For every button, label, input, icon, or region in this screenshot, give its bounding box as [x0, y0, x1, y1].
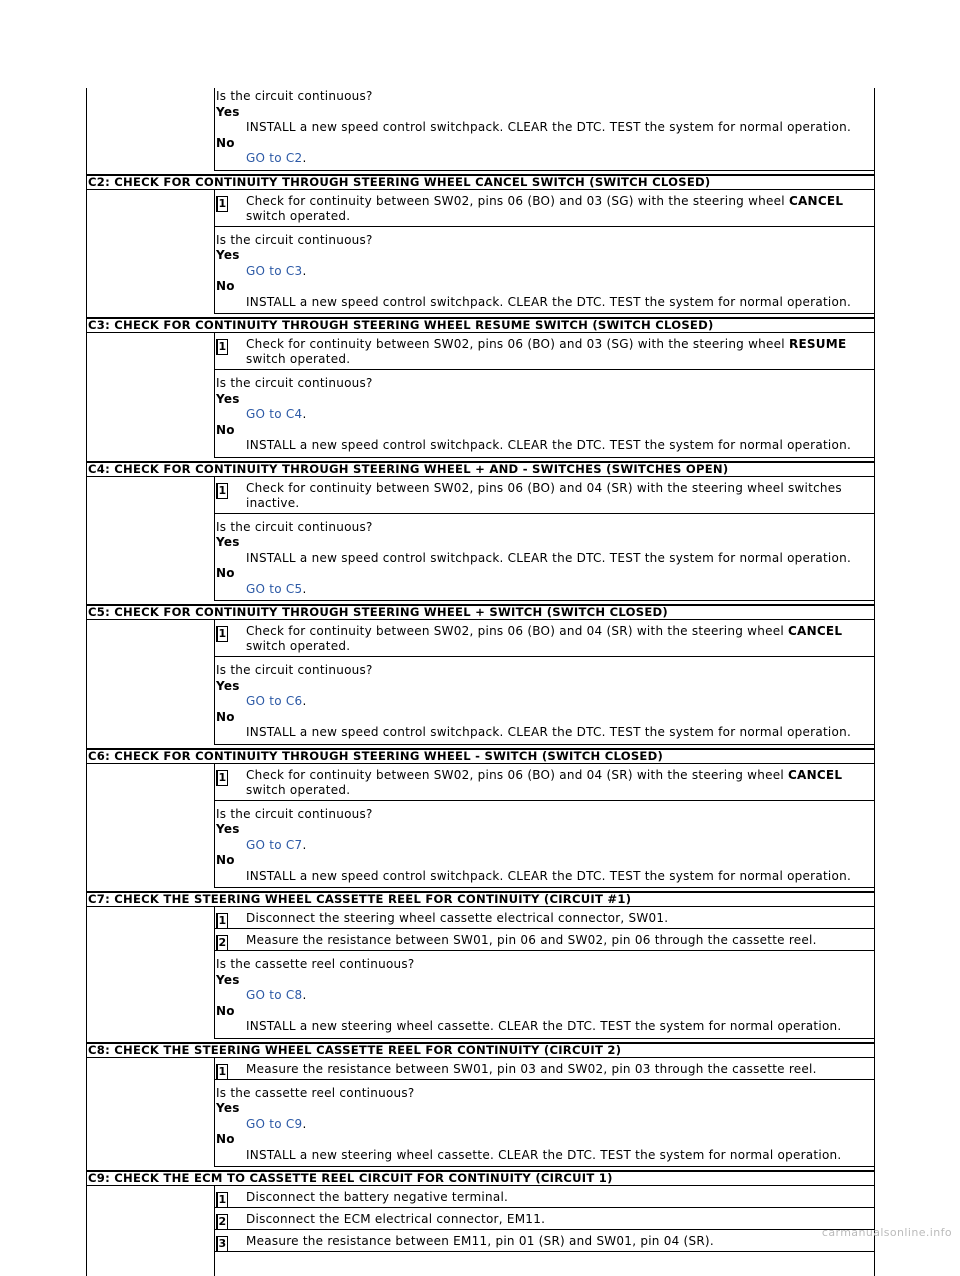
no-label: No: [216, 710, 866, 726]
action-step: [215, 622, 874, 657]
step-title: C8: CHECK THE STEERING WHEEL CASSETTE REEL FOR CONTINUITY (CIRCUIT 2): [87, 1042, 874, 1058]
yes-label: Yes: [216, 105, 866, 121]
step-body: [87, 764, 874, 889]
no-label: No: [216, 853, 866, 869]
step-number-badge: 1: [216, 913, 228, 929]
action-step: [215, 931, 874, 951]
no-label: No: [216, 1004, 866, 1020]
step-body: [87, 477, 874, 602]
question-text: Is the circuit continuous?: [216, 233, 866, 249]
action-text: Check for continuity between SW02, pins 06 (BO) and 04 (SR) with the steering wheel: [246, 768, 788, 782]
action-step: [215, 1060, 874, 1080]
action-text-tail: switch operated.: [246, 639, 350, 653]
question-text: Is the cassette reel continuous?: [216, 957, 866, 973]
step-number-badge: 2: [216, 935, 228, 951]
action-step: [215, 909, 874, 929]
step-number-badge: 1: [216, 1192, 228, 1208]
action-text: Check for continuity between SW02, pins 06 (BO) and 04 (SR) with the steering wheel: [246, 624, 788, 638]
step-body: [87, 620, 874, 745]
question-block: Is the circuit continuous? Yes GO to C6. No INSTALL a new speed control switchpack. CLEAR the DTC. TEST the system for normal operation.: [215, 658, 874, 745]
step-title: C6: CHECK FOR CONTINUITY THROUGH STEERING WHEEL - SWITCH (SWITCH CLOSED): [87, 748, 874, 764]
question-block: Is the circuit continuous? Yes GO to C4. No INSTALL a new speed control switchpack. CLEAR the DTC. TEST the system for normal operation.: [215, 371, 874, 458]
action-step: [215, 766, 874, 801]
step-title: C2: CHECK FOR CONTINUITY THROUGH STEERING WHEEL CANCEL SWITCH (SWITCH CLOSED): [87, 174, 874, 190]
yes-answer: INSTALL a new speed control switchpack. CLEAR the DTC. TEST the system for normal operation.: [216, 120, 866, 136]
question-text: Is the circuit continuous?: [216, 376, 866, 392]
yes-label: Yes: [216, 1101, 866, 1117]
action-step: [215, 192, 874, 227]
action-step: [215, 1232, 874, 1252]
goto-link[interactable]: GO to C2: [246, 151, 302, 165]
question-block: Is the cassette reel continuous? Yes GO to C8. No INSTALL a new steering wheel cassette. CLEAR the DTC. TEST the system for normal operation.: [215, 952, 874, 1039]
step-number-badge: 1: [216, 483, 228, 499]
no-answer: INSTALL a new speed control switchpack. CLEAR the DTC. TEST the system for normal operation.: [216, 295, 866, 311]
question-block: Is the circuit continuous? Yes GO to C3. No INSTALL a new speed control switchpack. CLEAR the DTC. TEST the system for normal operation.: [215, 228, 874, 315]
yes-label: Yes: [216, 535, 866, 551]
step-body: [87, 190, 874, 315]
yes-label: Yes: [216, 392, 866, 408]
question-text: Is the circuit continuous?: [216, 520, 866, 536]
question-block: Is the circuit continuous? Yes INSTALL a new speed control switchpack. CLEAR the DTC. TEST the system for normal operation. No GO to C2.: [215, 89, 874, 171]
step-body: [87, 333, 874, 458]
action-text: Disconnect the ECM electrical connector, EM11.: [246, 1212, 545, 1226]
question-text: Is the circuit continuous?: [216, 89, 866, 105]
yes-label: Yes: [216, 973, 866, 989]
step-number-badge: 1: [216, 626, 228, 642]
question-text: Is the circuit continuous?: [216, 663, 866, 679]
no-answer: INSTALL a new speed control switchpack. CLEAR the DTC. TEST the system for normal operation.: [216, 725, 866, 741]
goto-link[interactable]: GO to C3: [246, 264, 302, 278]
yes-label: Yes: [216, 679, 866, 695]
no-label: No: [216, 423, 866, 439]
action-text-tail: switch operated.: [246, 352, 350, 366]
action-text: Check for continuity between SW02, pins 06 (BO) and 03 (SG) with the steering wheel: [246, 194, 789, 208]
question-block: Is the circuit continuous? Yes INSTALL a new speed control switchpack. CLEAR the DTC. TEST the system for normal operation. No GO to C5.: [215, 515, 874, 602]
goto-link[interactable]: GO to C5: [246, 582, 302, 596]
no-label: No: [216, 136, 866, 152]
no-label: No: [216, 566, 866, 582]
action-text: Check for continuity between SW02, pins 06 (BO) and 04 (SR) with the steering wheel switches inactive.: [246, 481, 842, 510]
step-number-badge: 3: [216, 1236, 228, 1252]
action-text-tail: switch operated.: [246, 209, 350, 223]
switch-name: RESUME: [789, 337, 846, 351]
no-answer: INSTALL a new steering wheel cassette. CLEAR the DTC. TEST the system for normal operation.: [216, 1019, 866, 1035]
yes-label: Yes: [216, 822, 866, 838]
action-text: Measure the resistance between EM11, pin 01 (SR) and SW01, pin 04 (SR).: [246, 1234, 714, 1248]
step-body: [87, 907, 874, 1039]
no-answer: INSTALL a new speed control switchpack. CLEAR the DTC. TEST the system for normal operation.: [216, 869, 866, 885]
action-text: Check for continuity between SW02, pins 06 (BO) and 03 (SG) with the steering wheel: [246, 337, 789, 351]
step-body: [87, 1186, 874, 1276]
switch-name: CANCEL: [788, 624, 842, 638]
step-number-badge: 1: [216, 339, 228, 355]
yes-label: Yes: [216, 248, 866, 264]
step-number-badge: 1: [216, 1064, 228, 1080]
steps-container: [87, 174, 874, 1276]
top-question-row: [87, 88, 874, 171]
action-text-tail: switch operated.: [246, 783, 350, 797]
question-block: Is the circuit continuous? Yes GO to C7. No INSTALL a new speed control switchpack. CLEAR the DTC. TEST the system for normal operation.: [215, 802, 874, 889]
step-number-badge: 2: [216, 1214, 228, 1230]
step-number-badge: 1: [216, 770, 228, 786]
no-answer: INSTALL a new speed control switchpack. CLEAR the DTC. TEST the system for normal operation.: [216, 438, 866, 454]
watermark: carmanualsonline.info: [822, 1226, 952, 1239]
question-block: Is the cassette reel continuous? Yes GO to C9. No INSTALL a new steering wheel cassette. CLEAR the DTC. TEST the system for normal operation.: [215, 1081, 874, 1168]
goto-link[interactable]: GO to C9: [246, 1117, 302, 1131]
no-label: No: [216, 1132, 866, 1148]
goto-link[interactable]: GO to C6: [246, 694, 302, 708]
action-step: [215, 1210, 874, 1230]
step-title: C3: CHECK FOR CONTINUITY THROUGH STEERING WHEEL RESUME SWITCH (SWITCH CLOSED): [87, 317, 874, 333]
action-text: Measure the resistance between SW01, pin 03 and SW02, pin 03 through the cassette reel.: [246, 1062, 817, 1076]
step-body: [87, 1058, 874, 1168]
no-answer: INSTALL a new steering wheel cassette. CLEAR the DTC. TEST the system for normal operation.: [216, 1148, 866, 1164]
yes-answer: INSTALL a new speed control switchpack. CLEAR the DTC. TEST the system for normal operation.: [216, 551, 866, 567]
no-label: No: [216, 279, 866, 295]
step-title: C4: CHECK FOR CONTINUITY THROUGH STEERING WHEEL + AND - SWITCHES (SWITCHES OPEN): [87, 461, 874, 477]
action-text: Disconnect the battery negative terminal.: [246, 1190, 508, 1204]
step-title: C9: CHECK THE ECM TO CASSETTE REEL CIRCUIT FOR CONTINUITY (CIRCUIT 1): [87, 1170, 874, 1186]
step-title: C5: CHECK FOR CONTINUITY THROUGH STEERING WHEEL + SWITCH (SWITCH CLOSED): [87, 604, 874, 620]
step-title: C7: CHECK THE STEERING WHEEL CASSETTE REEL FOR CONTINUITY (CIRCUIT #1): [87, 891, 874, 907]
question-text: Is the circuit continuous?: [216, 807, 866, 823]
action-step: [215, 335, 874, 370]
goto-link[interactable]: GO to C4: [246, 407, 302, 421]
goto-link[interactable]: GO to C7: [246, 838, 302, 852]
action-step: [215, 1188, 874, 1208]
goto-link[interactable]: GO to C8: [246, 988, 302, 1002]
switch-name: CANCEL: [788, 768, 842, 782]
switch-name: CANCEL: [789, 194, 843, 208]
action-text: Measure the resistance between SW01, pin 06 and SW02, pin 06 through the cassette reel.: [246, 933, 817, 947]
step-number-badge: 1: [216, 196, 228, 212]
question-text: Is the cassette reel continuous?: [216, 1086, 866, 1102]
diagnostic-procedure: [86, 88, 875, 1276]
action-step: [215, 479, 874, 514]
action-text: Disconnect the steering wheel cassette electrical connector, SW01.: [246, 911, 668, 925]
